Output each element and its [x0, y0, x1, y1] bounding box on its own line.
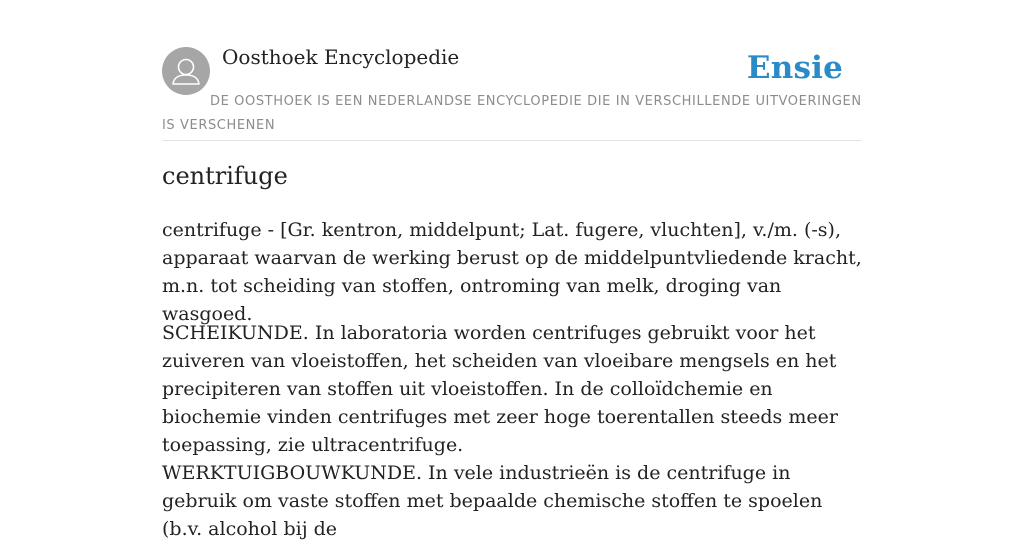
- article-title: centrifuge: [162, 162, 288, 190]
- source-name[interactable]: Oosthoek Encyclopedie: [222, 45, 460, 69]
- page-container: [162, 0, 862, 540]
- user-silhouette-icon: [162, 47, 210, 95]
- article-paragraph: SCHEIKUNDE. In laboratoria worden centrifuges gebruikt voor het zuiveren van vloeistoffen, het scheiden van vloeibare mengsels en het precipiteren van stoffen uit vloeistoffen. In de colloïdchemie en biochemie vinden centrifuges met zeer hoge toerentallen steeds meer toepassing, zie ultracentrifuge.: [162, 322, 838, 456]
- source-header: [162, 0, 862, 141]
- ensie-logo[interactable]: Ensie: [746, 50, 843, 86]
- avatar[interactable]: [162, 47, 210, 95]
- article-paragraph: WERKTUIGBOUWKUNDE. In vele industrieën is de centrifuge in gebruik om vaste stoffen met bepaalde chemische stoffen te spoelen (b.v. alcohol bij de: [162, 462, 823, 540]
- article-paragraph: centrifuge - [Gr. kentron, middelpunt; Lat. fugere, vluchten], v./m. (-s), apparaat waarvan de werking berust op de middelpuntvliedende kracht, m.n. tot scheiding van stoffen, ontroming van melk, droging van wasgoed.: [162, 219, 862, 325]
- source-tagline: DE OOSTHOEK IS EEN NEDERLANDSE ENCYCLOPEDIE DIE IN VERSCHILLENDE UITVOERINGEN IS VERSCHENEN: [162, 94, 862, 133]
